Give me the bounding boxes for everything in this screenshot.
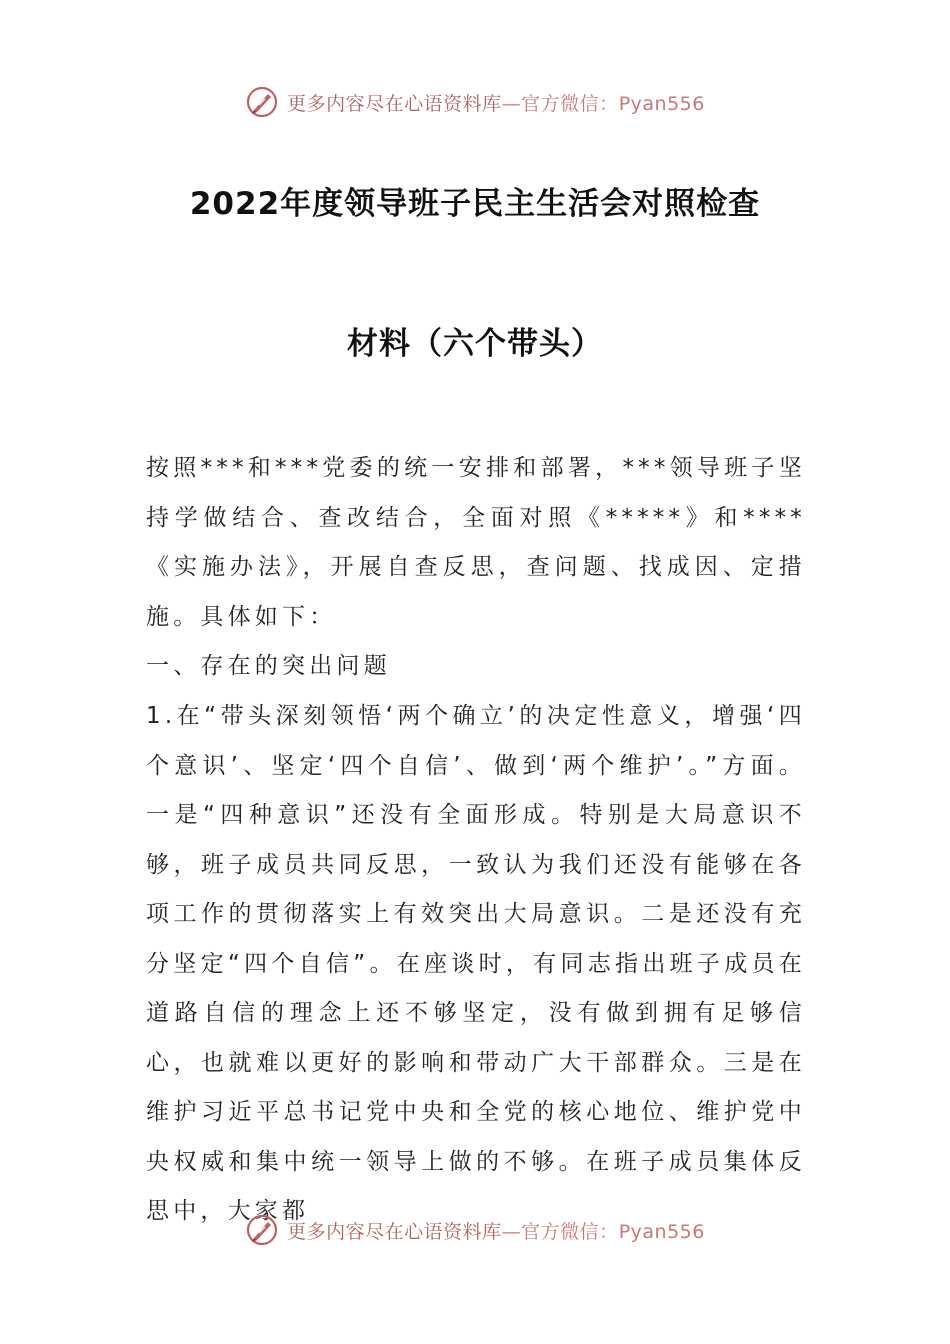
watermark-wechat-label: 官方微信： [521, 92, 619, 115]
item-1-paragraph: 1.在“带头深刻领悟‘两个确立’的决定性意义，增强‘四个意识’、坚定‘四个自信’、做到‘两个维护’。”方面。一是“四种意识”还没有全面形成。特别是大局意识不够，班子成员共同反思，一致认为我们还没有能够在各项工作的贯彻落实上有效突出大局意识。二是还没有充分坚定“四个自信”。在座谈时，有同志指出班子成员在道路自信的理念上还不够坚定，没有做到拥有足够信心，也就难以更好的影响和带动广大干部群众。三是在维护习近平总书记党中央和全党的核心地位、维护党中央权威和集中统一领导上做的不够。在班子成员集体反思中，大家都 [146, 703, 806, 1224]
watermark-brand: 更多内容尽在心语资料库 [287, 1220, 502, 1243]
watermark-wechat-label: 官方微信： [521, 1220, 619, 1243]
document-title-line-1: 2022年度领导班子民主生活会对照检查 [189, 186, 761, 222]
quill-pen-logo-icon [245, 1213, 279, 1247]
watermark-wechat-id: Pyan556 [618, 92, 705, 115]
section-heading: 一、存在的突出问题 [146, 653, 391, 679]
intro-paragraph: 按照***和***党委的统一安排和部署，***领导班子坚持学做结合、查改结合，全面对照《*****》和****《实施办法》，开展自查反思，查问题、找成因、定措施。具体如下： [146, 455, 806, 630]
document-title-line-2: 材料（六个带头） [347, 326, 603, 362]
watermark-text [287, 89, 705, 116]
quill-pen-logo-icon [245, 85, 279, 119]
watermark-wechat-id: Pyan556 [618, 1220, 705, 1243]
watermark-separator: — [501, 1220, 522, 1243]
watermark-brand: 更多内容尽在心语资料库 [287, 92, 502, 115]
footer-watermark [0, 1210, 950, 1250]
watermark-text [287, 1217, 705, 1244]
header-watermark [0, 82, 950, 122]
watermark-separator: — [501, 92, 522, 115]
